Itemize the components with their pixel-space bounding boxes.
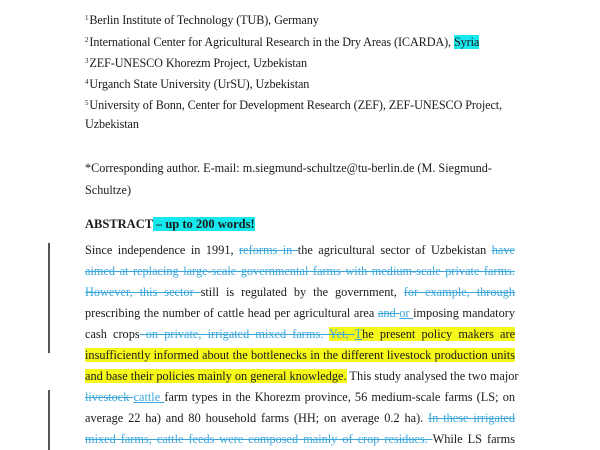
affiliation-number: 4 bbox=[85, 78, 89, 86]
affiliation-5-continuation: Uzbekistan bbox=[85, 117, 139, 131]
deleted-text: for example, through bbox=[403, 285, 515, 299]
text-segment: prescribing the number of cattle head per agricultural area bbox=[85, 306, 378, 320]
highlighted-text: insufficiently informed about the bottlenecks in the different livestock production units bbox=[85, 348, 515, 362]
deleted-text: reforms in bbox=[239, 243, 298, 257]
deleted-text: In these irrigated bbox=[428, 411, 515, 425]
highlighted-text: he present policy makers are bbox=[362, 327, 516, 341]
corresponding-author-line-2: Schultze) bbox=[85, 183, 132, 197]
inserted-text: or bbox=[399, 306, 414, 320]
abstract-line bbox=[85, 327, 515, 341]
abstract-line bbox=[85, 264, 515, 278]
text-segment: cash crops bbox=[85, 327, 140, 341]
deleted-text: livestock bbox=[85, 390, 134, 404]
abstract-line bbox=[85, 432, 515, 446]
highlighted-text: and base their policies mainly on general knowledge. bbox=[85, 369, 347, 383]
abstract-line bbox=[85, 369, 519, 383]
affiliation-text: Urganch State University (UrSU), Uzbekistan bbox=[89, 77, 310, 91]
highlighted-word: Syria bbox=[453, 35, 480, 49]
text-segment: average 22 ha) and 80 household farms (HH; on average 0.2 ha). bbox=[85, 411, 429, 425]
abstract-line bbox=[85, 348, 515, 362]
inserted-text: cattle bbox=[133, 390, 165, 404]
affiliation-text: ZEF-UNESCO Khorezm Project, Uzbekistan bbox=[89, 56, 307, 70]
affiliation-number: 2 bbox=[85, 36, 89, 44]
text-segment: the agricultural sector of Uzbekistan bbox=[297, 243, 492, 257]
affiliation-text: International Center for Agricultural Research in the Dry Areas (ICARDA), bbox=[89, 35, 454, 49]
deleted-text: Yet, bbox=[329, 327, 355, 341]
change-bar bbox=[48, 243, 50, 353]
deleted-text: However, this sector bbox=[85, 285, 201, 299]
text-segment: farm types in the Khorezm province, 56 medium-scale farms (LS; on bbox=[164, 390, 515, 404]
deleted-text: and bbox=[377, 306, 400, 320]
abstract-line bbox=[85, 306, 515, 320]
affiliation-number: 5 bbox=[85, 99, 89, 107]
change-bar bbox=[48, 390, 50, 450]
abstract-word-limit-note: – up to 200 words! bbox=[152, 217, 255, 231]
abstract-title: ABSTRACT bbox=[85, 217, 153, 231]
affiliation-1 bbox=[85, 11, 319, 27]
abstract-line bbox=[85, 285, 515, 299]
affiliation-text: University of Bonn, Center for Development Research (ZEF), ZEF-UNESCO Project, bbox=[89, 98, 502, 112]
affiliation-number: 1 bbox=[85, 14, 89, 22]
affiliation-3 bbox=[85, 54, 307, 70]
text-segment: This study analysed the two major bbox=[346, 369, 519, 383]
deleted-text: mixed farms, cattle feeds were composed mainly of crop residues. bbox=[85, 432, 433, 446]
abstract-line bbox=[85, 243, 515, 257]
text-segment: imposing mandatory bbox=[413, 306, 515, 320]
affiliation-2 bbox=[85, 33, 479, 49]
abstract-heading bbox=[85, 217, 255, 232]
abstract-line bbox=[85, 390, 515, 404]
abstract-line bbox=[85, 411, 515, 425]
text-segment: Since independence in 1991, bbox=[85, 243, 240, 257]
deleted-text: have bbox=[491, 243, 515, 257]
affiliation-text: Berlin Institute of Technology (TUB), Germany bbox=[89, 13, 319, 27]
text-segment: While LS farms bbox=[432, 432, 516, 446]
deleted-text: aimed at replacing large-scale governmental farms with medium-scale private farms. bbox=[85, 264, 515, 278]
affiliation-number: 3 bbox=[85, 57, 89, 65]
text-segment: still is regulated by the government, bbox=[200, 285, 404, 299]
corresponding-author-line-1: *Corresponding author. E-mail: m.siegmund-schultze@tu-berlin.de (M. Siegmund- bbox=[85, 161, 492, 175]
affiliation-5 bbox=[85, 96, 502, 112]
affiliation-4 bbox=[85, 75, 309, 91]
inserted-text: T bbox=[354, 327, 363, 341]
deleted-text: on private, irrigated mixed farms. bbox=[139, 327, 330, 341]
